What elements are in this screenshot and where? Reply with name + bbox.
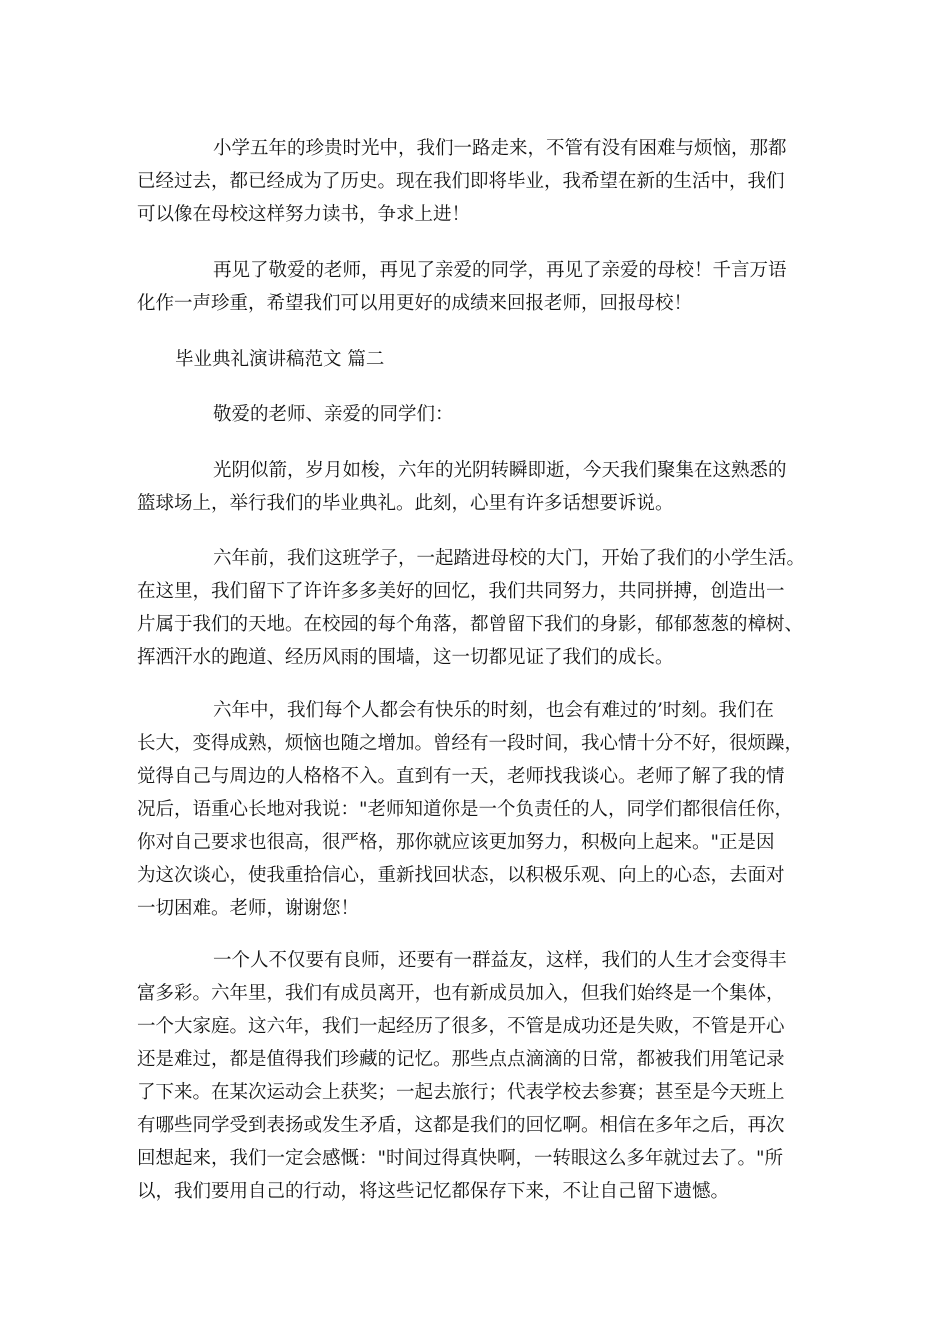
text-line: 为这次谈心，使我重拾信心，重新找回状态，以积极乐观、向上的心态，去面对 [137,865,785,886]
text-line: 一个人不仅要有良师，还要有一群益友，这样，我们的人生才会变得丰 [213,950,787,971]
text-line: 回想起来，我们一定会感慨："时间过得真快啊，一转眼这么多年就过去了。"所 [137,1148,784,1169]
text-line: 一切困难。老师，谢谢您！ [137,898,360,919]
salutation [137,398,817,431]
paragraph-3 [137,454,817,520]
text-line: 况后，语重心长地对我说："老师知道你是一个负责任的人，同学们都很信任你， [137,799,794,820]
text-line: 已经过去，都已经成为了历史。现在我们即将毕业，我希望在新的生活中，我们 [137,171,785,192]
text-line: 六年中，我们每个人都会有快乐的时刻，也会有难过的’时刻。我们在 [213,700,774,721]
text-line: 你对自己要求也很高，很严格，那你就应该更加努力，积极向上起来。"正是因 [137,832,775,853]
text-line: 在这里，我们留下了许许多多美好的回忆，我们共同努力，共同拼搏，创造出一 [137,581,785,602]
text-line: 可以像在母校这样努力读书，争求上进！ [137,204,471,225]
text-line: 小学五年的珍贵时光中，我们一路走来，不管有没有困难与烦恼，那都 [213,138,787,159]
paragraph-6 [137,944,817,1208]
heading-text: 毕业典礼演讲稿范文 篇二 [175,349,385,370]
text-line: 篮球场上，举行我们的毕业典礼。此刻，心里有许多话想要诉说。 [137,493,674,514]
text-line: 再见了敬爱的老师，再见了亲爱的同学，再见了亲爱的母校！千言万语 [213,260,787,281]
text-line: 富多彩。六年里，我们有成员离开，也有新成员加入，但我们始终是一个集体， [137,983,785,1004]
paragraph-5 [137,694,817,925]
text-line: 还是难过，都是值得我们珍藏的记忆。那些点点滴滴的日常，都被我们用笔记录 [137,1049,785,1070]
text-line: 光阴似箭，岁月如梭，六年的光阴转瞬即逝，今天我们聚集在这熟悉的 [213,460,787,481]
text-line: 以，我们要用自己的行动，将这些记忆都保存下来，不让自己留下遗憾。 [137,1181,730,1202]
paragraph-2 [137,254,817,320]
paragraph-4 [137,542,817,674]
text-line: 有哪些同学受到表扬或发生矛盾，这都是我们的回忆啊。相信在多年之后，再次 [137,1115,785,1136]
paragraph-1 [137,132,817,231]
section-heading [137,343,817,376]
text-line: 化作一声珍重，希望我们可以用更好的成绩来回报老师，回报母校！ [137,293,693,314]
text-line: 片属于我们的天地。在校园的每个角落，都曾留下我们的身影，郁郁葱葱的樟树、 [137,614,804,635]
text-line: 一个大家庭。这六年，我们一起经历了很多，不管是成功还是失败，不管是开心 [137,1016,785,1037]
text-line: 挥洒汗水的跑道、经历风雨的围墙，这一切都见证了我们的成长。 [137,647,674,668]
text-line: 六年前，我们这班学子，一起踏进母校的大门，开始了我们的小学生活。 [213,548,806,569]
text-line: 敬爱的老师、亲爱的同学们： [213,404,454,425]
text-line: 长大，变得成熟，烦恼也随之增加。曾经有一段时间，我心情十分不好，很烦躁， [137,733,804,754]
text-line: 觉得自己与周边的人格格不入。直到有一天，老师找我谈心。老师了解了我的情 [137,766,785,787]
text-line: 了下来。在某次运动会上获奖；一起去旅行；代表学校去参赛；甚至是今天班上 [137,1082,785,1103]
